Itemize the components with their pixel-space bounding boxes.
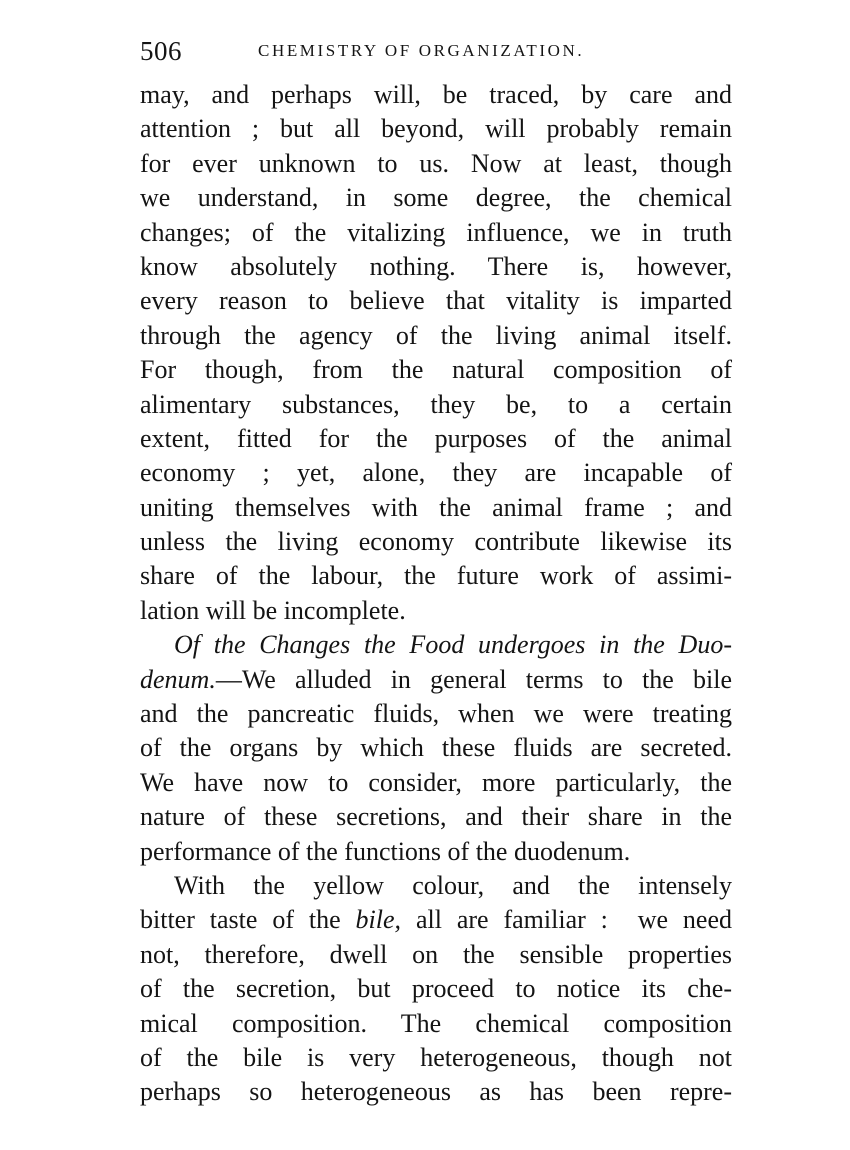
text-line: performance of the functions of the duodenum.: [140, 836, 631, 866]
text-line: of the organs by which these fluids are secreted.: [140, 733, 732, 763]
text-run: bitter taste of the: [140, 905, 356, 935]
running-head: CHEMISTRY OF ORGANIZATION.: [258, 41, 585, 60]
text-line: changes; of the vitalizing influence, we in truth: [140, 217, 732, 247]
text-line: For though, from the natural composition of: [140, 355, 732, 385]
text-line: for ever unknown to us. Now at least, though: [140, 148, 732, 178]
text-line: of the secretion, but proceed to notice its che-: [140, 974, 732, 1004]
body-text: [140, 78, 732, 1110]
paragraph-3: [140, 869, 732, 1110]
text-line: attention ; but all beyond, will probably remain: [140, 114, 732, 144]
text-run: —We alluded in general terms to the bile: [215, 664, 732, 694]
text-line: nature of these secretions, and their share in the: [140, 802, 732, 832]
text-line: economy ; yet, alone, they are incapable of: [140, 458, 732, 488]
text-line: we understand, in some degree, the chemical: [140, 183, 732, 213]
text-line: extent, fitted for the purposes of the animal: [140, 423, 732, 453]
text-line: may, and perhaps will, be traced, by care and: [140, 80, 732, 109]
section-heading: Of the Changes the Food undergoes in the Duo-: [174, 630, 732, 660]
text-line: not, therefore, dwell on the sensible properties: [140, 939, 732, 969]
text-line: mical composition. The chemical composition: [140, 1008, 732, 1038]
text-line: lation will be incomplete.: [140, 595, 406, 625]
paragraph-2: [140, 628, 732, 869]
page-header: [140, 36, 740, 66]
text-line: of the bile is very heterogeneous, though not: [140, 1042, 732, 1072]
text-line: alimentary substances, they be, to a certain: [140, 389, 732, 419]
text-line: know absolutely nothing. There is, however,: [140, 251, 732, 281]
text-line: uniting themselves with the animal frame ; and: [140, 492, 732, 522]
text-line: and the pancreatic fluids, when we were treating: [140, 699, 732, 729]
text-line: every reason to believe that vitality is imparted: [140, 286, 732, 316]
text-line: We have now to consider, more particularly, the: [140, 767, 732, 797]
emphasis: bile,: [355, 905, 402, 935]
text-line: perhaps so heterogeneous as has been repre-: [140, 1077, 732, 1107]
text-line: [140, 903, 732, 937]
text-line: With the yellow colour, and the intensely: [174, 870, 732, 900]
page-number: 506: [140, 36, 182, 66]
text-line: through the agency of the living animal itself.: [140, 320, 732, 350]
section-heading-end: denum.: [140, 664, 216, 694]
text-line: share of the labour, the future work of assimi-: [140, 561, 732, 591]
text-line: [140, 663, 732, 697]
section-heading-line: [140, 628, 732, 662]
text-line: unless the living economy contribute likewise its: [140, 527, 732, 557]
paragraph-1: [140, 78, 732, 628]
text-run: all are familiar : we need: [401, 905, 732, 935]
